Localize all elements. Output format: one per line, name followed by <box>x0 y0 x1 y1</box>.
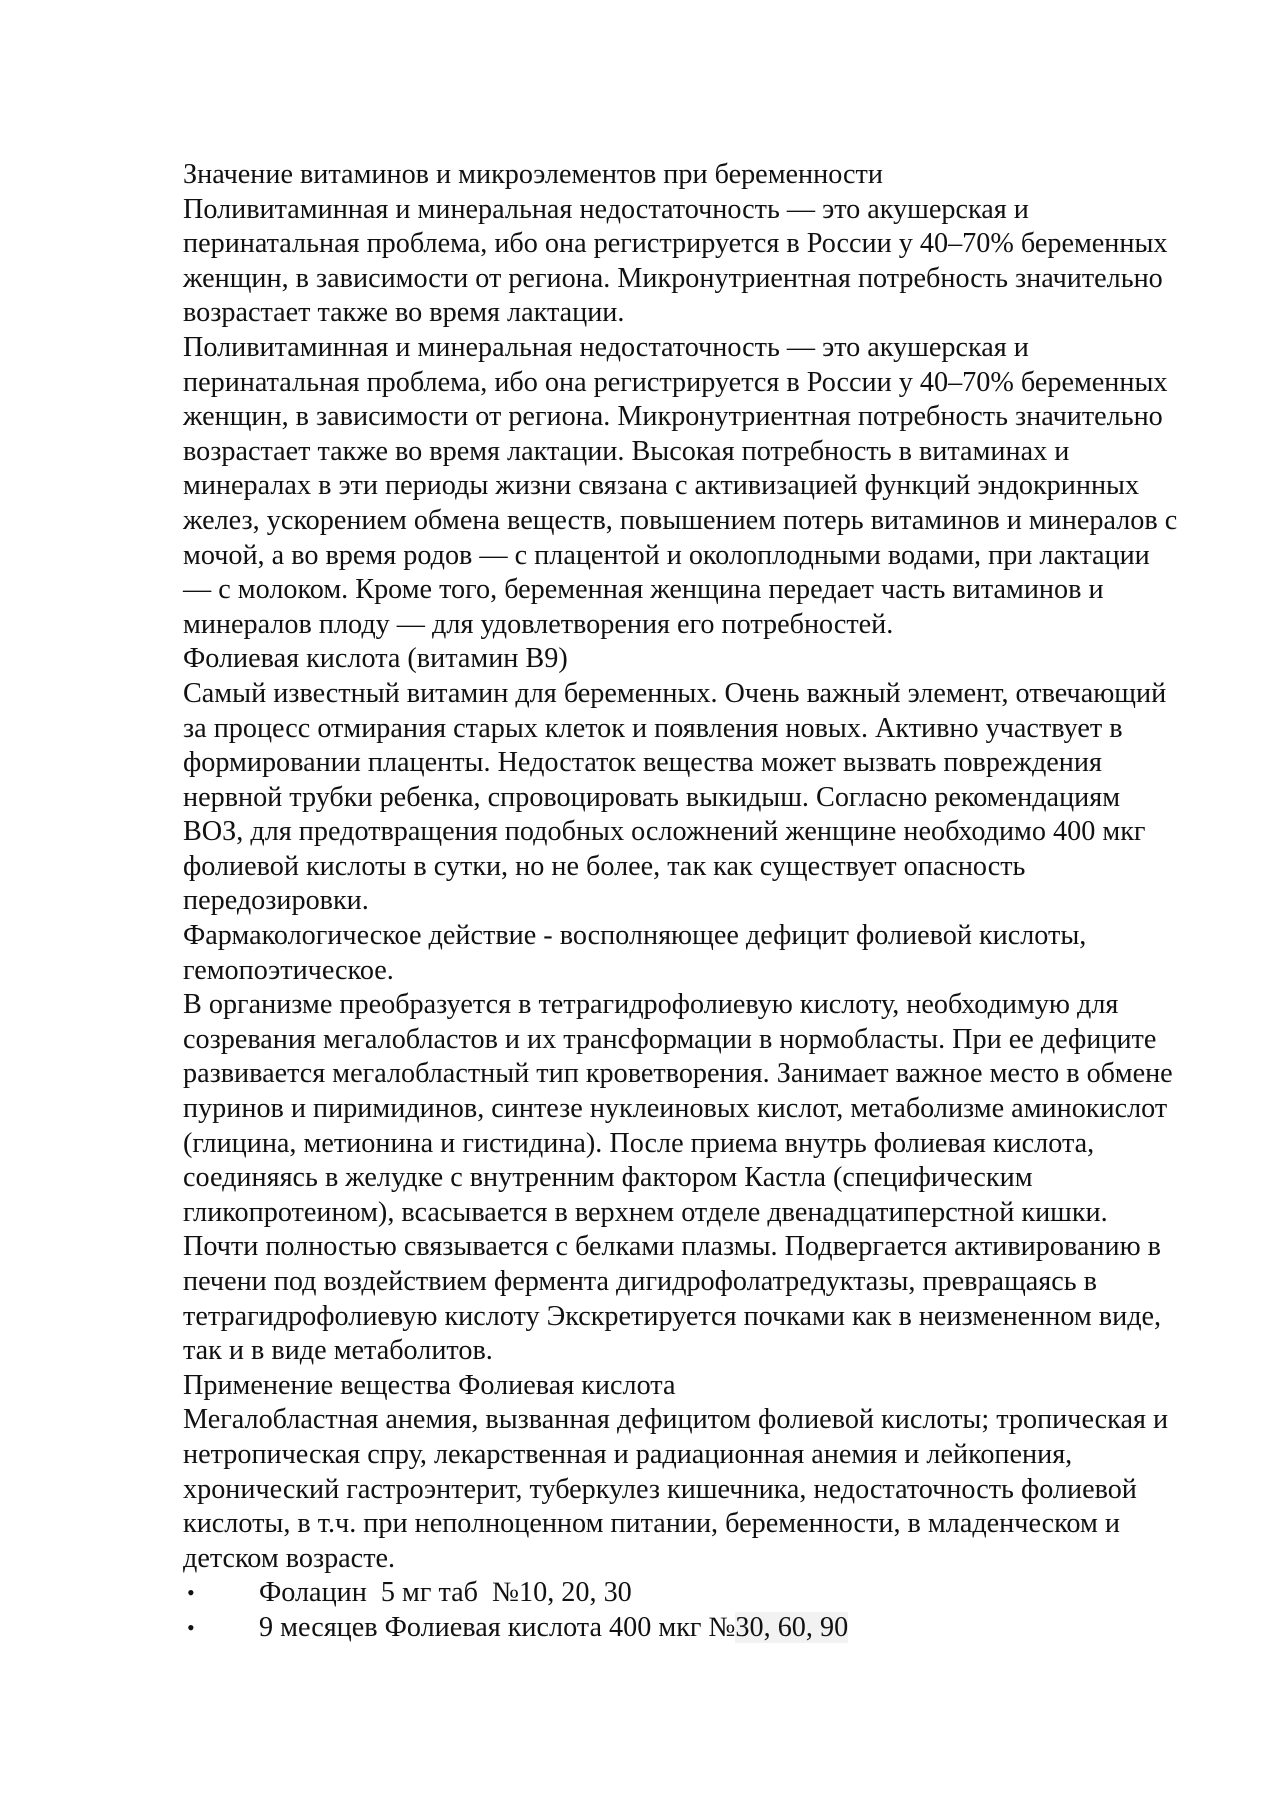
product-pack-sizes: 30, 60, 90 <box>735 1611 849 1643</box>
bullet-icon: • <box>187 1580 195 1606</box>
usage-heading: Применение вещества Фолиевая кислота <box>183 1369 676 1401</box>
product-list <box>183 1576 1183 1645</box>
product-name: Фолацин 5 мг таб №10, 20, 30 <box>259 1577 632 1609</box>
paragraph-intro: Поливитаминная и минеральная недостаточность — это акушерская и перинатальная проблема, ибо она регистрируется в России у 40–70% беременных женщин, в зависимости от региона. Микронутриентная потребность значительно возрастает также во время лактации. <box>183 193 1168 329</box>
mechanism-paragraph: В организме преобразуется в тетрагидрофолиевую кислоту, необходимую для созревания мегалобластов и их трансформации в нормобласты. При ее дефиците развивается мегалобластный тип кроветворения. Занимает важное место в обмене пуринов и пиримидинов, синтезе нуклеиновых кислот, метаболизме аминокислот (глицина, метионина и гистидина). После приема внутрь фолиевая кислота, соединяясь в желудке с внутренним фактором Кастла (специфическим гликопротеином), всасывается в верхнем отделе двенадцатиперстной кишки. Почти полностью связывается с белками плазмы. Подвергается активированию в печени под воздействием фермента дигидрофолатредуктазы, превращаясь в тетрагидрофолиевую кислоту Экскретируется почками как в неизмененном виде, так и в виде метаболитов. <box>183 989 1173 1367</box>
pharmacology-paragraph: Фармакологическое действие - восполняющее дефицит фолиевой кислоты, гемопоэтическое. <box>183 920 1087 986</box>
list-item <box>183 1611 1183 1646</box>
folic-heading: Фолиевая кислота (витамин В9) <box>183 643 568 675</box>
list-item <box>183 1576 1183 1611</box>
document-body <box>183 158 1183 1646</box>
paragraph-needs: Поливитаминная и минеральная недостаточность — это акушерская и перинатальная проблема, ибо она регистрируется в России у 40–70% беременных женщин, в зависимости от региона. Микронутриентная потребность значительно возрастает также во время лактации. Высокая потребность в витаминах и минералах в эти периоды жизни связана с активизацией функций эндокринных желез, ускорением обмена веществ, повышением потерь витаминов и минералов с мочой, а во время родов — с плацентой и околоплодными водами, при лактации — с молоком. Кроме того, беременная женщина передает часть витаминов и минералов плоду — для удовлетворения его потребностей. <box>183 331 1178 640</box>
usage-paragraph: Мегалобластная анемия, вызванная дефицитом фолиевой кислоты; тропическая и нетропическая спру, лекарственная и радиационная анемия и лейкопения, хронический гастроэнтерит, туберкулез кишечника, недостаточность фолиевой кислоты, в т.ч. при неполноценном питании, беременности, в младенческом и детском возрасте. <box>183 1404 1169 1574</box>
document-title: Значение витаминов и микроэлементов при беременности <box>183 159 883 190</box>
product-name: 9 месяцев Фолиевая кислота 400 мкг № <box>259 1611 736 1643</box>
bullet-icon: • <box>187 1614 195 1640</box>
folic-intro-paragraph: Самый известный витамин для беременных. Очень важный элемент, отвечающий за процесс отмирания старых клеток и появления новых. Активно участвует в формировании плаценты. Недостаток вещества может вызвать повреждения нервной трубки ребенка, спровоцировать выкидыш. Согласно рекомендациям ВОЗ, для предотвращения подобных осложнений женщине необходимо 400 мкг фолиевой кислоты в сутки, но не более, так как существует опасность передозировки. <box>183 677 1167 917</box>
